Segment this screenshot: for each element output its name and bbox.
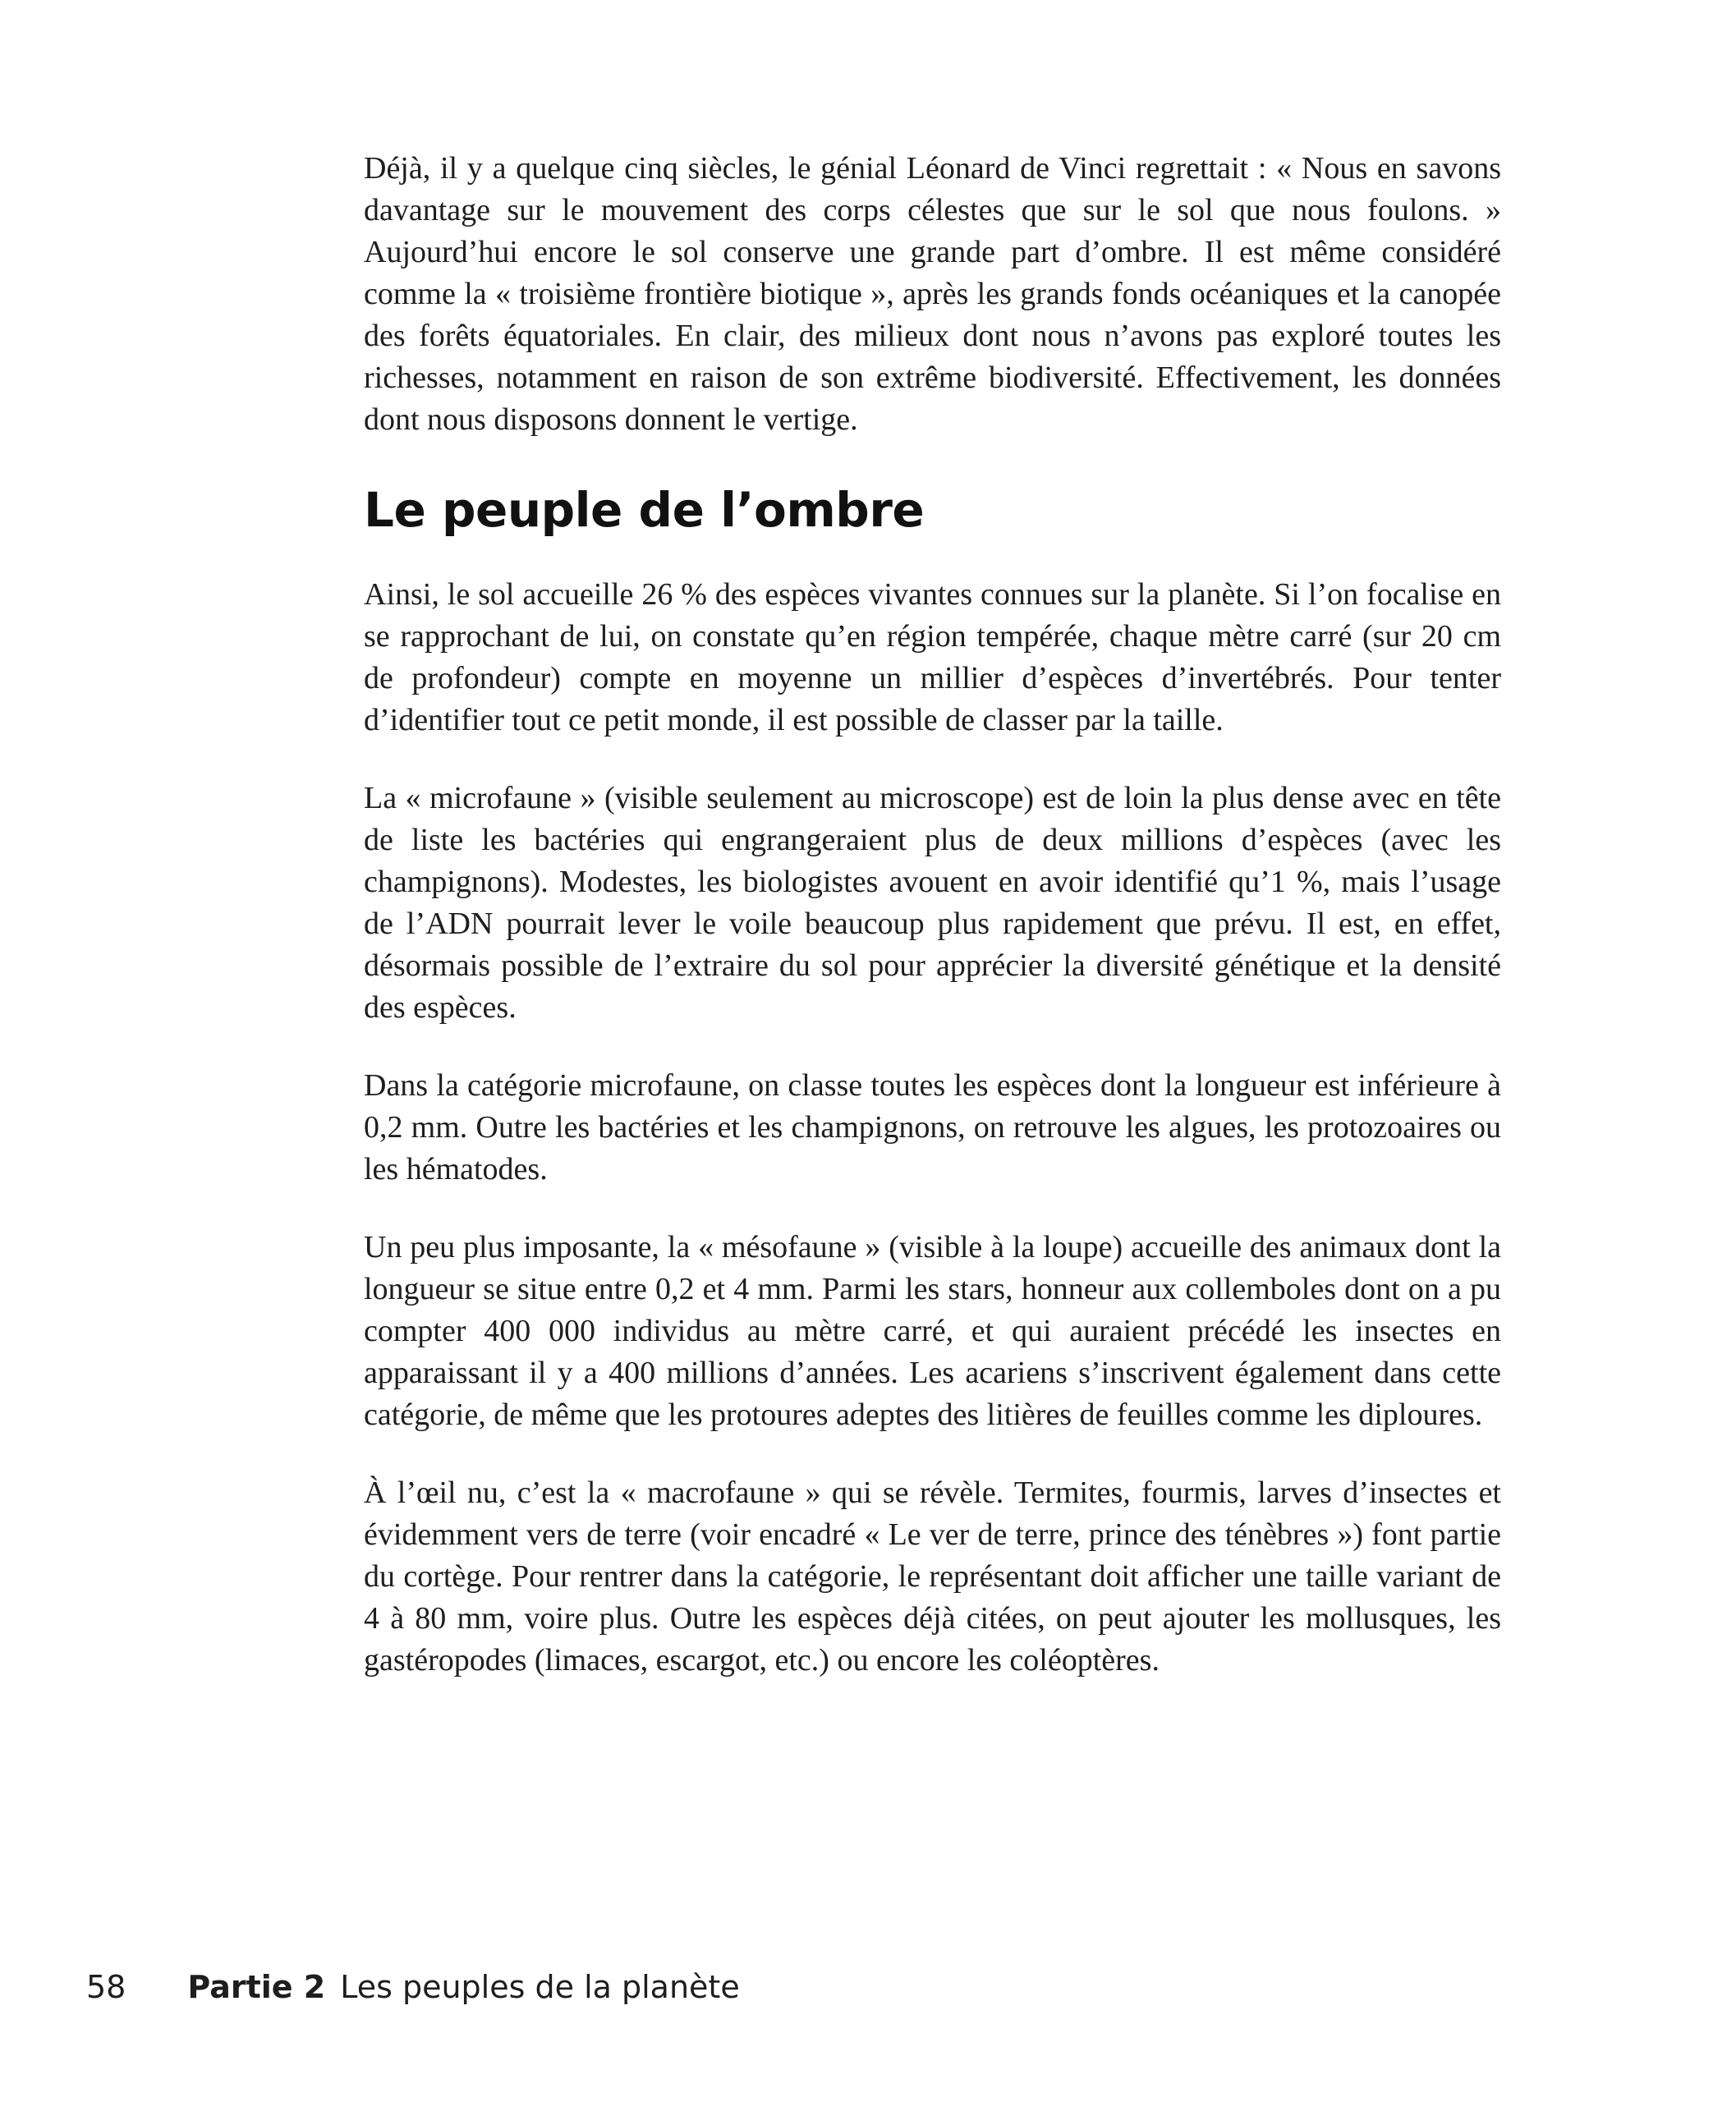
part-label: Partie 2 (187, 1969, 326, 2005)
paragraph-mesofaune: Un peu plus imposante, la « mésofaune » (visible à la loupe) accueille des animaux dont la longueur se situe entre 0,2 et 4 mm. Parmi les stars, honneur aux collemboles dont on a pu compter 400 000 individus au mètre carré, et qui auraient précédé les insectes en apparaissant il y a 400 millions d’années. Les acariens s’inscrivent également dans cette catégorie, de même que les protoures adeptes des litières de feuilles comme les diploures. (364, 1230, 1501, 1432)
paragraph-microfaune: La « microfaune » (visible seulement au microscope) est de loin la plus dense avec en tête de liste les bactéries qui engrangeraient plus de deux millions d’espèces (avec les champignons). Modestes, les biologistes avouent en avoir identifié qu’1 %, mais l’usage de l’ADN pourrait lever le voile beaucoup plus rapidement que prévu. Il est, en effet, désormais possible de l’extraire du sol pour apprécier la diversité génétique et la densité des espèces. (364, 781, 1501, 1025)
paragraph-microfaune-size: Dans la catégorie microfaune, on classe toutes les espèces dont la longueur est inférieure à 0,2 mm. Outre les bactéries et les champignons, on retrouve les algues, les protozoaires ou les hématodes. (364, 1068, 1501, 1186)
paragraph-macrofaune: À l’œil nu, c’est la « macrofaune » qui se révèle. Termites, fourmis, larves d’insectes et évidemment vers de terre (voir encadré « Le ver de terre, prince des ténèbres ») font partie du cortège. Pour rentrer dans la catégorie, le représentant doit afficher une taille variant de 4 à 80 mm, voire plus. Outre les espèces déjà citées, on peut ajouter les mollusques, les gastéropodes (limaces, escargot, etc.) ou encore les coléoptères. (364, 1476, 1501, 1677)
page-footer (86, 1969, 740, 2018)
part-title: Les peuples de la planète (340, 1969, 740, 2005)
paragraph-species-share: Ainsi, le sol accueille 26 % des espèces vivantes connues sur la planète. Si l’on focalise en se rapprochant de lui, on constate qu’en région tempérée, chaque mètre carré (sur 20 cm de profondeur) compte en moyenne un millier d’espèces d’invertébrés. Pour tenter d’identifier tout ce petit monde, il est possible de classer par la taille. (364, 577, 1501, 737)
section-heading: Le peuple de l’ombre (364, 482, 925, 538)
text-column (364, 148, 1501, 1682)
page-number: 58 (86, 1969, 126, 2005)
intro-paragraph: Déjà, il y a quelque cinq siècles, le génial Léonard de Vinci regrettait : « Nous en savons davantage sur le mouvement des corps célestes que sur le sol que nous foulons. » Aujourd’hui encore le sol conserve une grande part d’ombre. Il est même considéré comme la « troisième frontière biotique », après les grands fonds océaniques et la canopée des forêts équatoriales. En clair, des milieux dont nous n’avons pas exploré toutes les richesses, notamment en raison de son extrême biodiversité. Effectivement, les données dont nous disposons donnent le vertige. (364, 151, 1501, 437)
